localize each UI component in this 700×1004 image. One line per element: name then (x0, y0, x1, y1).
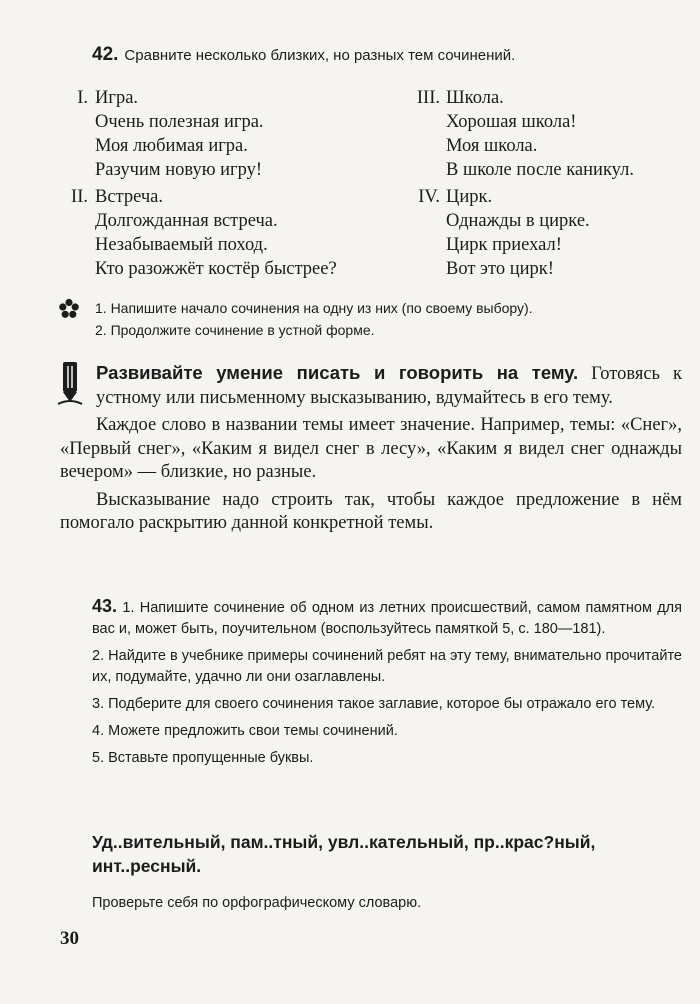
exercise-43-item (60, 596, 682, 640)
rule-paragraph: Высказывание надо строить так, чтобы каждое предложение в нём помогало раскрытию данной конкретной темы. (60, 489, 682, 533)
exercise-43-item-text: 1. Напишите сочинение об одном из летних происшествий, самом памятном для вас и, может быть, поучительном (воспользуйтесь памяткой 5, с. 180—181). (92, 600, 682, 637)
topic-line: Цирк. (446, 187, 493, 207)
topic-group-3 (406, 86, 634, 182)
topic-line: Школа. (446, 88, 504, 108)
rule-intro: Готовясь к устному или письменному высказыванию, вдумайтесь в его тему. (96, 364, 683, 408)
exercise-42-heading (92, 44, 515, 66)
exercise-43-item: 3. Подберите для своего сочинения такое заглавие, которое бы отражало его тему. (92, 696, 656, 712)
topic-line: Очень полезная игра. (95, 112, 264, 132)
topic-line: Вот это цирк! (446, 259, 554, 279)
exercise-43-item: 2. Найдите в учебнике примеры сочинений ребят на эту тему, внимательно прочитайте их, подумайте, удачно ли они озаглавлены. (92, 648, 682, 685)
exercise-43 (60, 596, 682, 775)
topic-line: Цирк приехал! (446, 235, 562, 255)
topic-group-2 (60, 185, 337, 281)
topic-line: Разучим новую игру! (95, 160, 263, 180)
topic-line: Встреча. (95, 187, 164, 207)
roman-numeral: III. (416, 88, 440, 108)
topic-group-1 (60, 86, 264, 182)
topic-line: Незабываемый поход. (95, 235, 268, 255)
roman-numeral: II. (71, 187, 88, 207)
roman-numeral: I. (77, 88, 88, 108)
topic-line: Моя школа. (446, 136, 538, 156)
topic-line: Хорошая школа! (446, 112, 577, 132)
exercise-instruction: Сравните несколько близких, но разных тем сочинений. (124, 47, 516, 64)
topic-line: В школе после каникул. (446, 160, 634, 180)
exercise-number: 43. (92, 596, 118, 616)
task-line: 2. Продолжите сочинение в устной форме. (95, 322, 375, 338)
exercise-number: 42. (92, 44, 119, 65)
rule-heading: Развивайте умение писать и говорить на тему. (96, 362, 579, 383)
rule-paragraph (60, 361, 682, 410)
topic-line: Игра. (95, 88, 139, 108)
exercise-42-tasks (95, 297, 533, 341)
exercise-43-item: 5. Вставьте пропущенные буквы. (92, 750, 314, 766)
exercise-43-item: 4. Можете предложить свои темы сочинений. (92, 723, 398, 739)
page-number: 30 (60, 928, 79, 949)
check-instruction: Проверьте себя по орфографическому словарю. (92, 895, 422, 911)
topic-line: Долгожданная встреча. (95, 211, 278, 231)
topic-line: Кто разожжёт костёр быстрее? (95, 259, 337, 279)
rule-paragraph: Каждое слово в названии темы имеет значение. Например, темы: «Снег», «Первый снег», «Каким я видел снег в лесу», «Каким я видел снег однажды вечером» — близкие, но разные. (60, 415, 682, 482)
topic-line: Моя любимая игра. (95, 136, 248, 156)
missing-letters-words: Уд..вительный, пам..тный, увл..кательный, пр..крас?ный, инт..ресный. (92, 832, 596, 876)
topic-group-4 (406, 185, 590, 281)
flower-icon (58, 298, 80, 325)
task-line: 1. Напишите начало сочинения на одну из них (по своему выбору). (95, 300, 533, 316)
rule-text (60, 361, 682, 540)
topic-line: Однажды в цирке. (446, 211, 590, 231)
roman-numeral: IV. (418, 187, 440, 207)
